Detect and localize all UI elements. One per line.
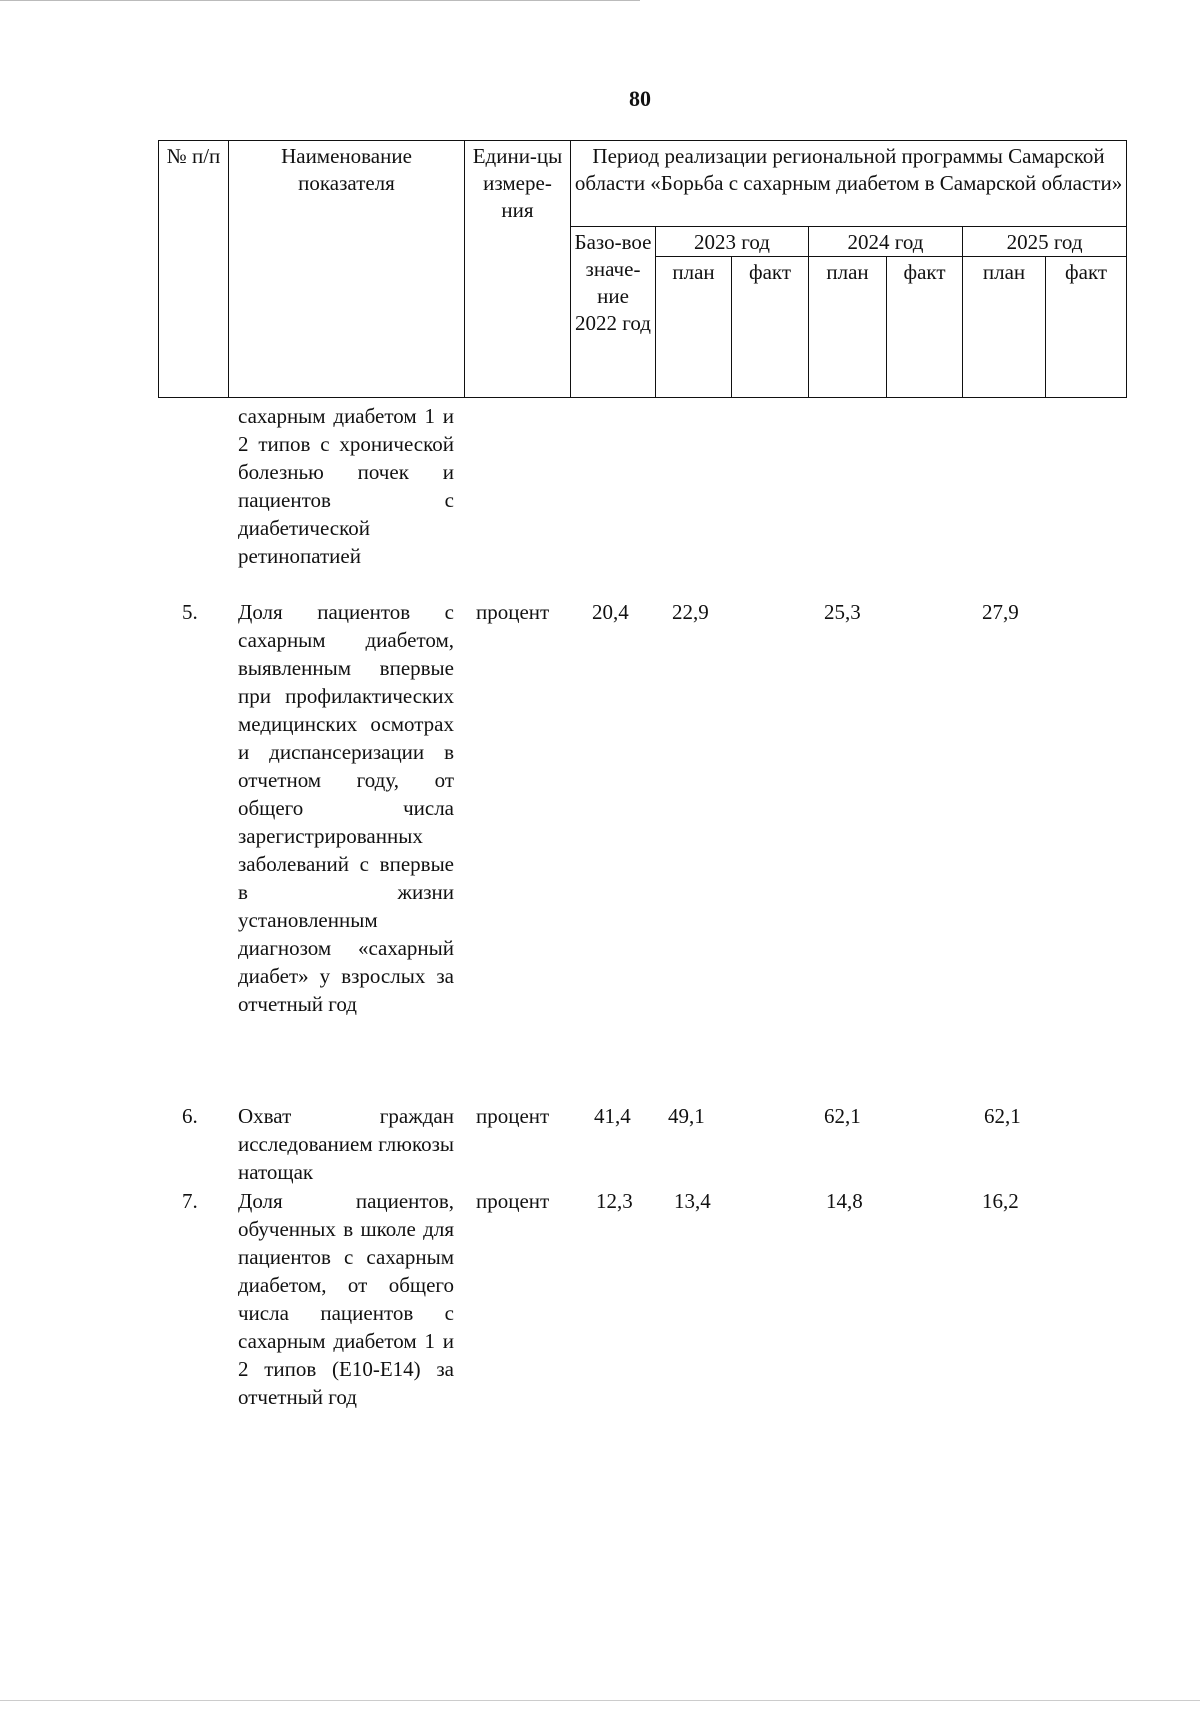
row-5-plan-2024: 25,3 — [824, 600, 861, 624]
scan-edge-bottom — [0, 1700, 1200, 1701]
header-num: № п/п — [159, 141, 229, 398]
row-5-num: 5. — [182, 600, 198, 624]
row-6-plan-2025: 62,1 — [984, 1104, 1021, 1128]
header-plan-2024: план — [809, 257, 887, 398]
row-7-unit: процент — [476, 1189, 550, 1213]
header-plan-2023: план — [656, 257, 732, 398]
row-7-plan-2025: 16,2 — [982, 1189, 1019, 1213]
row-6-name: Охват граждан исследованием глюкозы натощак — [238, 1104, 454, 1184]
header-year-2025: 2025 год — [963, 227, 1127, 257]
row-6-unit: процент — [476, 1104, 550, 1128]
row-5-plan-2023: 22,9 — [672, 600, 709, 624]
row-7-plan-2023: 13,4 — [674, 1189, 711, 1213]
header-fact-2024: факт — [887, 257, 963, 398]
header-plan-2025: план — [963, 257, 1046, 398]
row-6-plan-2024: 62,1 — [824, 1104, 861, 1128]
row-7-plan-2024: 14,8 — [826, 1189, 863, 1213]
row-5-name: Доля пациентов с сахарным диабетом, выявленным впервые при профилактических медицинских осмотрах и диспансеризации в отчетном году, от общего числа зарегистрированных заболеваний с впервые в жизни установленным диагнозом «сахарный диабет» у взрослых за отчетный год — [238, 600, 454, 1016]
row-6-plan-2023: 49,1 — [668, 1104, 705, 1128]
scan-edge-top — [0, 0, 640, 1]
row-6-num: 6. — [182, 1104, 198, 1128]
row-5-unit: процент — [476, 600, 550, 624]
row-7-num: 7. — [182, 1189, 198, 1213]
row-5-base: 20,4 — [592, 600, 629, 624]
header-base: Базо-вое значе-ние 2022 год — [571, 227, 656, 398]
header-name: Наименование показателя — [229, 141, 465, 398]
header-fact-2025: факт — [1046, 257, 1127, 398]
header-period: Период реализации региональной программы Самарской области «Борьба с сахарным диабетом в Самарской области» — [571, 141, 1127, 227]
row-7-base: 12,3 — [596, 1189, 633, 1213]
row-6-base: 41,4 — [594, 1104, 631, 1128]
row-7-name: Доля пациентов, обученных в школе для пациентов с сахарным диабетом, от общего числа пациентов с сахарным диабетом 1 и 2 типов (Е10-Е14) за отчетный год — [238, 1189, 454, 1409]
table-header — [158, 140, 1127, 398]
continuation-text: сахарным диабетом 1 и 2 типов с хронической болезнью почек и пациентов с диабетической ретинопатией — [238, 404, 454, 568]
header-unit: Едини-цы измере-ния — [465, 141, 571, 398]
header-fact-2023: факт — [732, 257, 809, 398]
header-year-2024: 2024 год — [809, 227, 963, 257]
row-5-plan-2025: 27,9 — [982, 600, 1019, 624]
page-number: 80 — [629, 86, 651, 111]
header-year-2023: 2023 год — [656, 227, 809, 257]
